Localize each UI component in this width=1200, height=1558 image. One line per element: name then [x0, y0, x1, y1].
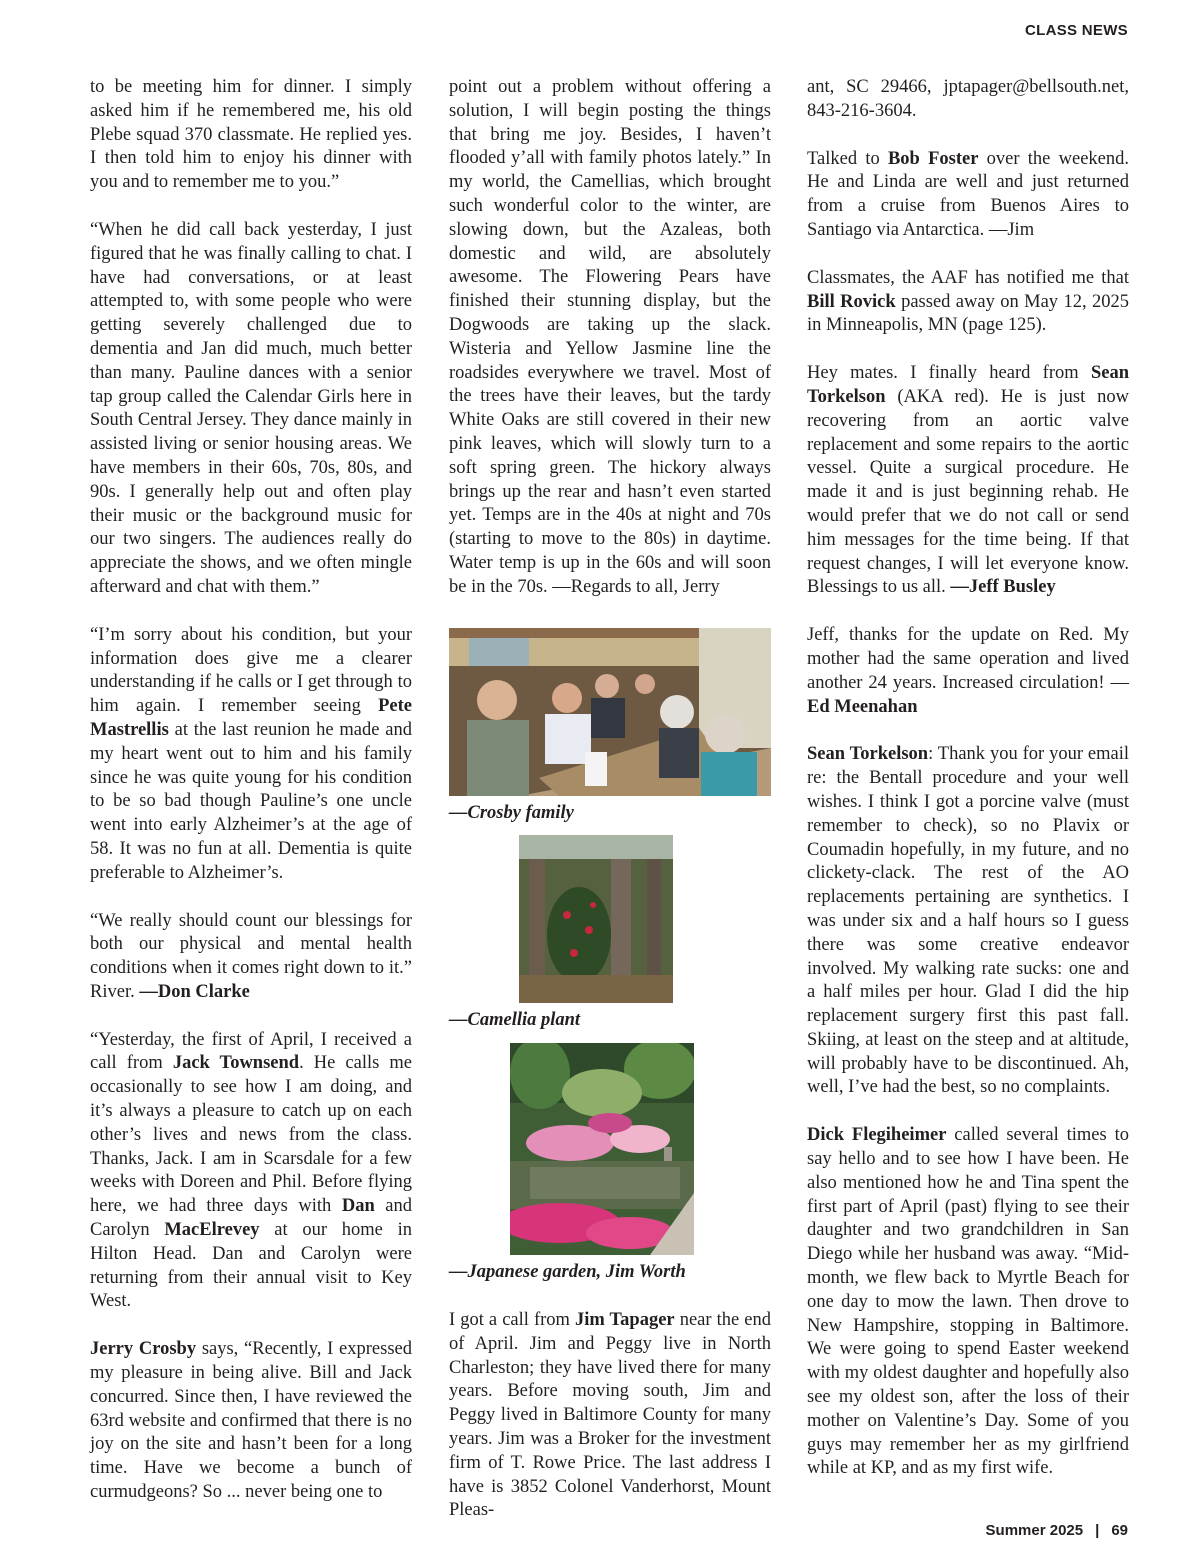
photo-caption: —Crosby family — [449, 802, 574, 823]
col3-paragraph-7 — [807, 1124, 1129, 1481]
col3-paragraph-4 — [807, 362, 1129, 600]
crosby-family-photo — [449, 628, 771, 796]
photo-caption: —Camellia plant — [449, 1010, 581, 1031]
col3-p2-text-b: over the weekend. He and Linda are well and just returned from a cruise from Buenos Aires to Santiago via Antarctica. —Jim — [807, 148, 1129, 240]
col3-paragraph-3 — [807, 267, 1129, 338]
col1-p5-text-c: and Carolyn — [90, 1196, 412, 1241]
japanese-garden-photo — [510, 1043, 694, 1255]
col1-p3-text-b: at the last reunion he made and my heart went out to him and his family since he was quite young for his condition to be so bad though Pauline’s one uncle went into early Alzheimer’s at the age of 58. It was no fun at all. Dementia is quite preferable to Alzheimer’s. — [90, 719, 412, 883]
col1-p5-text-d: at our home in Hilton Head. Dan and Carolyn were returning from their annual visit to Key West. — [90, 1220, 412, 1312]
col1-paragraph-1: to be meeting him for dinner. I simply asked him if he remembered me, his old Plebe squad 370 classmate. He replied yes. I then told him to enjoy his dinner with you and to remember me to you.” — [90, 77, 412, 193]
issue-label: Summer 2025 — [985, 1522, 1084, 1539]
japanese-garden-image — [510, 1043, 694, 1255]
col1-p5-text-b: . He calls me occasionally to see how I am doing, and it’s always a pleasure to catch up on each other’s lives and news from the class. Thanks, Jack. I am in Scarsdale for a few weeks with Doreen and Phil. Before flying here, we had three days with — [90, 1053, 412, 1217]
col2-p2-text-b: near the end of April. Jim and Peggy live in North Charleston; they have lived there for many years. Before moving south, Jim and Peggy lived in Baltimore County for many years. Jim was a Broker for the investment firm of T. Rowe Price. The last address I have is 3852 Colonel Vanderhorst, Mount Pleas- — [449, 1309, 771, 1521]
col3-p2-text-a: Talked to — [807, 148, 888, 169]
classmate-name: Pete Mastrellis — [90, 696, 412, 740]
classmate-name: Sean Torkelson — [807, 363, 1129, 407]
col3-paragraph-2 — [807, 148, 1129, 243]
col1-paragraph-4 — [90, 910, 412, 1005]
col1-paragraph-6 — [90, 1338, 412, 1505]
col2-p2-text-a: I got a call from — [449, 1309, 575, 1330]
classmate-name: Jim Tapager — [575, 1309, 675, 1330]
col1-p3-text-a: “I’m sorry about his condition, but your information does give me a clearer understanding if he calls or I get through to him again. I remember seeing — [90, 624, 412, 717]
col3-paragraph-6 — [807, 743, 1129, 1100]
signature: Ed Meenahan — [807, 696, 918, 717]
col1-paragraph-5 — [90, 1029, 412, 1315]
col3-p5-text: Jeff, thanks for the update on Red. My mother had the same operation and lived another 24 years. Increased circulation! — — [807, 625, 1129, 693]
col3-paragraph-1: ant, SC 29466, jptapager@bellsouth.net, 843-216-3604. — [807, 77, 1129, 121]
crosby-family-image — [449, 628, 771, 796]
col1-p6-text: says, “Recently, I expressed my pleasure in being alive. Bill and Jack concurred. Since then, I have reviewed the 63rd website and confirmed that there is no joy on the site and hasn’t been for a long time. Have we become a bunch of curmudgeons? So ... never being one to — [90, 1339, 412, 1503]
classmate-name: Jerry Crosby — [90, 1339, 197, 1360]
page-number: 69 — [1111, 1522, 1128, 1539]
classmate-name: Dan — [341, 1196, 375, 1217]
col3-p6-text: : Thank you for your email re: the Bentall procedure and your well wishes. I think I got a porcine valve (must remember to check), so no Plavix or Coumadin hopefully, in my future, and no clickety-clack. The rest of the AO replacements pertaining are synthetics. I was under six and a half hours so I guess there was some creative endeavor involved. My walking rate sucks: one and a half miles per hour. Glad I did the hip replacement surgery first this past fall. Skiing, at least on the steep and at altitude, will probably have to be discontinued. Ah, well, I’ve had the best, so no complaints. — [807, 744, 1129, 1098]
classmate-name: Bob Foster — [887, 148, 979, 169]
signature: —Don Clarke — [139, 981, 250, 1002]
col2-paragraph-2 — [449, 1309, 771, 1523]
column-2 — [449, 76, 771, 1523]
col3-paragraph-5 — [807, 624, 1129, 719]
col2-paragraph-1: point out a problem without offering a solution, I will begin posting the things that bring me joy. Besides, I haven’t flooded y’all with family photos lately.” In my world, the Camellias, which brought such wonderful color to the winter, are slowing down, but the Azaleas, both domestic and wild, are absolutely awesome. The Flowering Pears have finished their stunning display, but the Dogwoods are taking up the slack. Wisteria and Yellow Jasmine line the roadsides everywhere we travel. Most of the trees have their leaves, but the tardy White Oaks are still covered in their new pink leaves, which will slowly turn to a soft spring green. The hickory always brings up the rear and hasn’t even started yet. Temps are in the 40s at night and 70s (starting to move to the 80s) in daytime. Water temp is up in the 60s and will soon be in the 70s. —Regards to all, Jerry — [449, 77, 771, 597]
signature: —Jeff Busley — [950, 577, 1056, 598]
footer-separator: | — [1095, 1522, 1100, 1539]
classmate-name: Dick Flegiheimer — [807, 1125, 947, 1146]
col3-p4-text-b: (AKA red). He is just now recovering from an aortic valve replacement and some repairs to the aortic vessel. Quite a surgical procedure. He made it and is just beginning rehab. He would prefer that we do not call or send him messages for the time being. If that request changes, I will let everyone know. Blessings to us all. — [807, 386, 1129, 598]
col1-paragraph-2: “When he did call back yesterday, I just figured that he was finally calling to chat. I have had conversations, or at least attempted to, with some people who were getting severely challenged due to dementia and Jan did much, much better than many. Pauline dances with a senior tap group called the Calendar Girls here in South Central Jersey. They dance mainly in assisted living or senior housing areas. We have members in their 60s, 70s, 80s, and 90s. I generally help out and often play their music or the background music for our two singers. The audiences really do appreciate the shows, and we often mingle afterward and chat with them.” — [90, 219, 412, 597]
photo-caption: —Japanese garden, Jim Worth — [449, 1262, 686, 1283]
col3-p4-text-a: Hey mates. I finally heard from — [807, 363, 1091, 384]
section-header: CLASS NEWS — [1024, 22, 1128, 39]
column-3 — [807, 76, 1129, 1481]
column-1 — [90, 76, 412, 1505]
col1-p5-text-a: “Yesterday, the first of April, I received a call from — [90, 1029, 412, 1074]
classmate-name: Bill Rovick — [807, 291, 896, 312]
col3-p3-text-a: Classmates, the AAF has notified me that — [807, 267, 1129, 288]
col3-p3-text-b: passed away on May 12, 2025 in Minneapolis, MN (page 125). — [807, 291, 1129, 336]
classmate-name: MacElrevey — [164, 1220, 260, 1241]
page-footer — [986, 1522, 1128, 1539]
col1-paragraph-3 — [90, 624, 412, 886]
camellia-plant-photo — [519, 835, 673, 1003]
col1-p4-text: “We really should count our blessings for both our physical and mental health conditions when it comes right down to it.” River. — [90, 910, 412, 1002]
classmate-name: Jack Townsend — [172, 1053, 300, 1074]
classmate-name: Sean Torkelson — [807, 744, 929, 765]
camellia-plant-image — [519, 835, 673, 1003]
col3-p7-text: called several times to say hello and to see how I have been. He also mentioned how he and Tina spent the first part of April (past) flying to see their daughter and two grandchildren in San Diego while her husband was away. “Mid-month, we flew back to Myrtle Beach for one day to mow the lawn. Then drove to New Hampshire, stopping in Baltimore. We were going to spend Easter weekend with my oldest daughter and hopefully also see my oldest son, after the loss of their mother on Valentine’s Day. Some of you guys may remember her as my girlfriend while at KP, and as my first wife. — [807, 1125, 1129, 1479]
